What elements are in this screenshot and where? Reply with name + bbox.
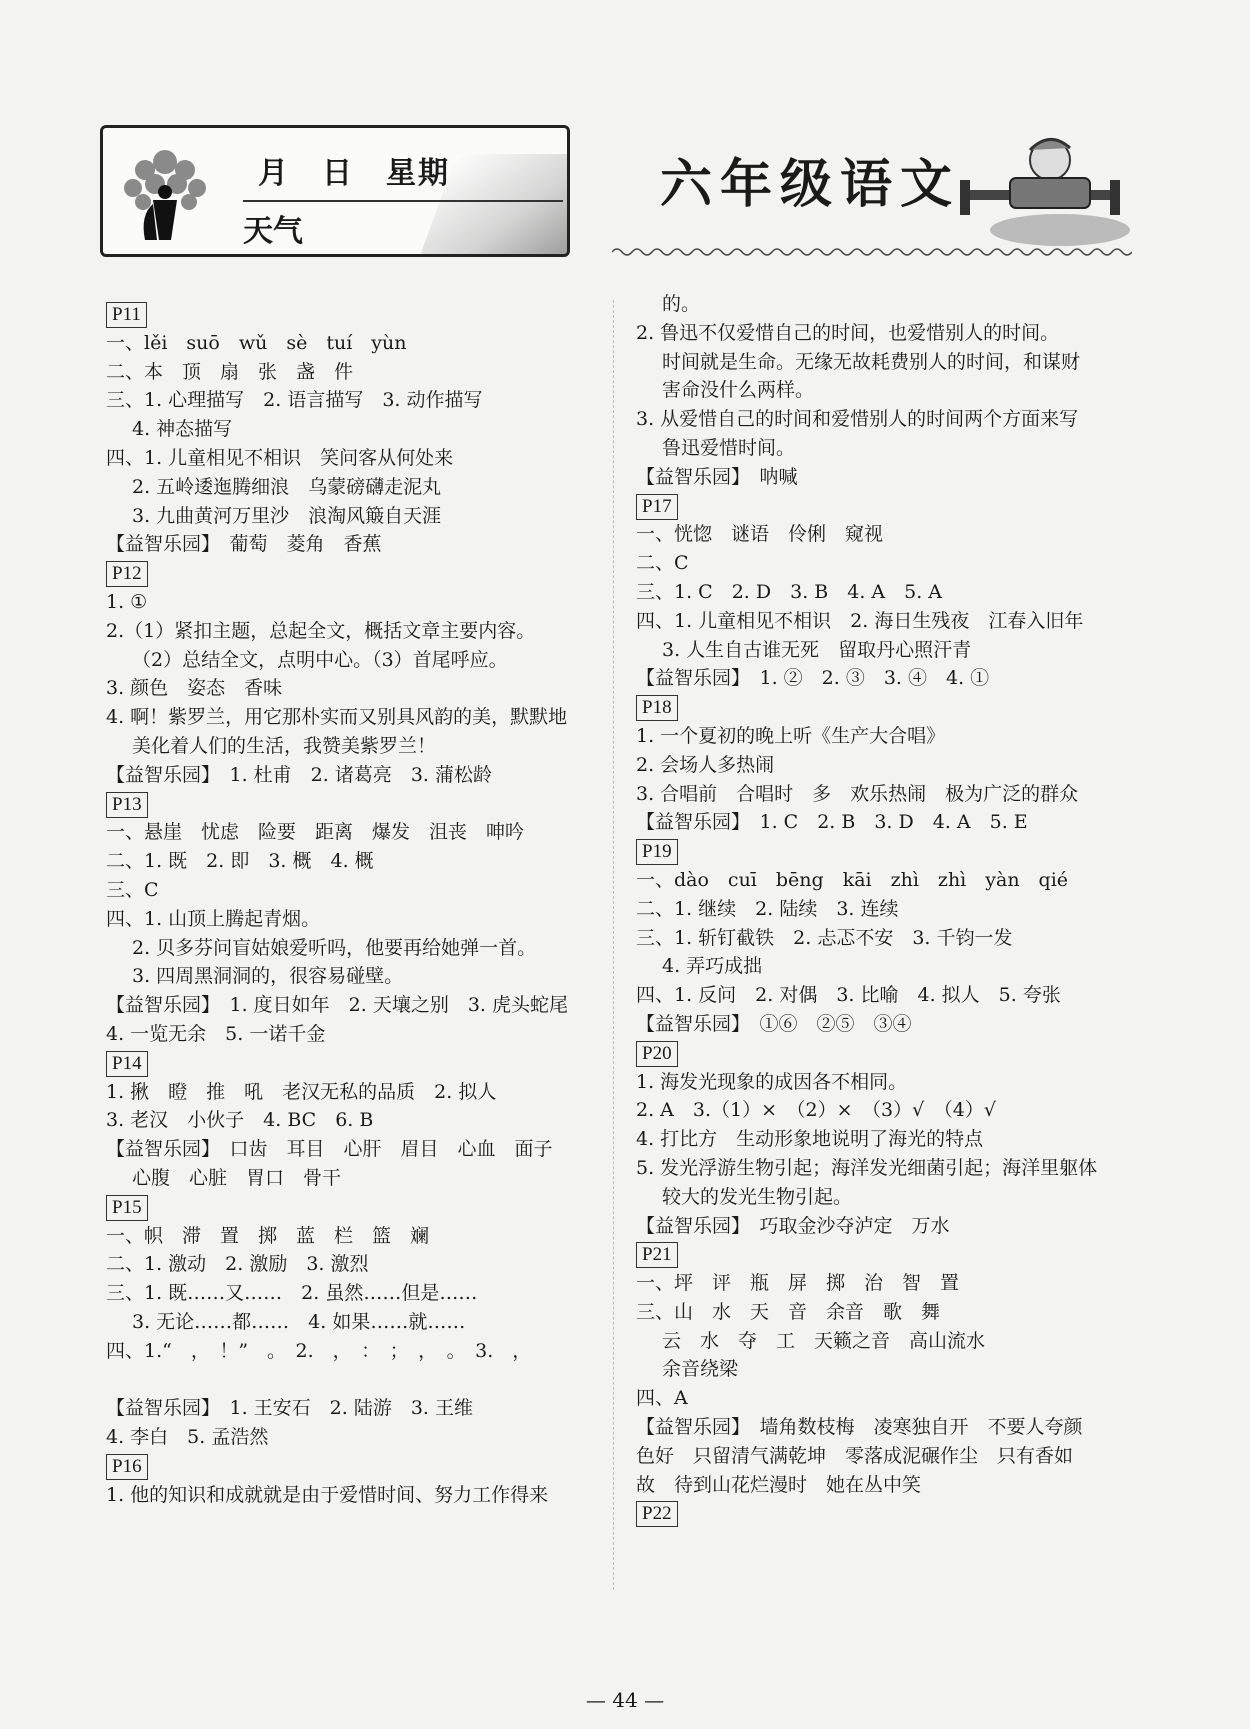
page-number: — 44 —: [585, 1688, 665, 1712]
answer-line: 四、1. 反问 2. 对偶 3. 比喻 4. 拟人 5. 夸张: [636, 984, 1061, 1007]
answer-line: 【益智乐园】 葡萄 菱角 香蕉: [106, 533, 382, 556]
page-ref-box: P13: [106, 792, 148, 818]
column-divider: [613, 300, 614, 1590]
answer-line: 的。: [662, 293, 701, 315]
left-column: [106, 300, 606, 1509]
page-ref-box: P14: [106, 1051, 148, 1077]
answer-line: 3. 人生自古谁无死 留取丹心照汗青: [662, 638, 972, 661]
answer-line: 【益智乐园】 1. ② 2. ③ 3. ④ 4. ①: [636, 667, 990, 690]
answer-line: 较大的发光生物引起。: [662, 1185, 853, 1208]
answer-line: 鲁迅爱惜时间。: [662, 436, 796, 459]
answer-line: 4. 打比方 生动形象地说明了海光的特点: [636, 1128, 984, 1151]
wave-border: [612, 246, 1132, 258]
answer-line: 4. 一览无余 5. 一诺千金: [106, 1022, 326, 1045]
answer-line: 一、dào cuī bēng kāi zhì zhì yàn qié: [636, 868, 1069, 891]
answer-line: 2. 贝多芬问盲姑娘爱听吗，他要再给她弹一首。: [132, 936, 537, 959]
answer-line: 【益智乐园】 口齿 耳目 心肝 眉目 心血 面子: [106, 1138, 553, 1161]
answer-line: 三、1. C 2. D 3. B 4. A 5. A: [636, 580, 943, 603]
answer-line: 故 待到山花烂漫时 她在丛中笑: [636, 1473, 922, 1496]
answer-line: 三、C: [106, 878, 159, 901]
section-marker: [636, 693, 1136, 722]
answer-line: 一、恍惚 谜语 伶俐 窥视: [636, 523, 884, 546]
answer-line: 三、1. 既……又…… 2. 虽然……但是……: [106, 1282, 478, 1305]
answer-line: 云 水 夺 工 天籁之音 高山流水: [662, 1329, 986, 1352]
section-marker: [106, 1193, 606, 1222]
answer-line: 1. ①: [106, 590, 148, 613]
answer-line: 二、C: [636, 552, 689, 575]
page-ref-box: P11: [106, 302, 147, 328]
answer-line: 【益智乐园】 ①⑥ ②⑤ ③④: [636, 1012, 912, 1035]
answer-line: 三、1. 斩钉截铁 2. 忐忑不安 3. 千钧一发: [636, 926, 1013, 949]
section-marker: [106, 790, 606, 819]
answer-line: 4. 神态描写: [132, 418, 233, 441]
answer-line: 二、1. 既 2. 即 3. 概 4. 概: [106, 850, 374, 873]
answer-line: [106, 1365, 606, 1394]
answer-line: 3. 颜色 姿态 香味: [106, 677, 283, 700]
answer-line: 4. 弄巧成拙: [662, 955, 763, 978]
right-column: [636, 290, 1136, 1528]
answer-line: 一、坪 评 瓶 屏 掷 治 智 置: [636, 1272, 960, 1295]
answer-line: 3. 无论……都…… 4. 如果……就……: [132, 1310, 466, 1333]
answer-line: 【益智乐园】 1. 王安石 2. 陆游 3. 王维: [106, 1397, 474, 1420]
answer-line: 3. 四周黑洞洞的，很容易碰壁。: [132, 965, 404, 988]
answer-line: 3. 九曲黄河万里沙 浪淘风簸自天涯: [132, 504, 442, 527]
section-marker: [106, 300, 606, 329]
date-weather-box: [100, 125, 570, 257]
section-marker: [636, 492, 1136, 521]
page-ref-box: P21: [636, 1242, 678, 1268]
answer-line: 4. 啊！紫罗兰，用它那朴实而又别具风韵的美，默默地: [106, 706, 568, 729]
answer-line: 1. 揪 瞪 推 吼 老汉无私的品质 2. 拟人: [106, 1080, 497, 1103]
section-marker: [636, 1039, 1136, 1068]
answer-line: 1. 海发光现象的成因各不相同。: [636, 1070, 908, 1093]
date-label: 月 日 星期: [258, 156, 450, 191]
answer-line: 美化着人们的生活，我赞美紫罗兰！: [132, 734, 437, 757]
page-ref-box: P20: [636, 1041, 678, 1067]
answer-line: 5. 发光浮游生物引起；海洋发光细菌引起；海洋里躯体: [636, 1156, 1098, 1179]
answer-line: 二、1. 激动 2. 激励 3. 激烈: [106, 1253, 369, 1276]
weather-label: 天气: [243, 214, 303, 249]
answer-line: 一、lěi suō wǔ sè tuí yùn: [106, 331, 407, 354]
answer-line: 二、1. 继续 2. 陆续 3. 连续: [636, 897, 899, 920]
kid-airplane-illustration-icon: [950, 130, 1130, 250]
answer-line: 1. 一个夏初的晚上听《生产大合唱》: [636, 724, 946, 747]
section-marker: [106, 1452, 606, 1481]
page-ref-box: P19: [636, 839, 678, 865]
page-ref-box: P17: [636, 494, 678, 520]
answer-line: 一、悬崖 忧虑 险要 距离 爆发 沮丧 呻吟: [106, 821, 525, 844]
answer-line: 三、1. 心理描写 2. 语言描写 3. 动作描写: [106, 389, 483, 412]
page-ref-box: P15: [106, 1195, 148, 1221]
section-marker: [636, 837, 1136, 866]
answer-line: 时间就是生命。无缘无故耗费别人的时间，和谋财: [662, 350, 1081, 373]
answer-line: 【益智乐园】 墙角数枝梅 凌寒独自开 不要人夸颜: [636, 1416, 1083, 1439]
answer-line: 四、1. 儿童相见不相识 2. 海日生残夜 江春入旧年: [636, 609, 1084, 632]
answer-line: 一、帜 滞 置 掷 蓝 栏 篮 斓: [106, 1224, 430, 1247]
answer-line: 余音绕梁: [662, 1358, 739, 1381]
section-marker: [636, 1499, 1136, 1528]
answer-line: 2. 鲁迅不仅爱惜自己的时间，也爱惜别人的时间。: [636, 321, 1060, 344]
section-marker: [106, 559, 606, 588]
answer-line: 2.（1）紧扣主题，总起全文，概括文章主要内容。: [106, 619, 536, 642]
page-ref-box: P22: [636, 1501, 678, 1527]
answer-line: 害命没什么两样。: [662, 379, 815, 402]
answer-line: 四、1. 山顶上腾起青烟。: [106, 907, 321, 930]
answer-line: 四、1.“ ， ！” 。 2. ， ： ； ， 。 3. ，: [106, 1339, 532, 1362]
answer-line: 3. 合唱前 合唱时 多 欢乐热闹 极为广泛的群众: [636, 782, 1079, 805]
section-marker: [106, 1049, 606, 1078]
answer-line: （2）总结全文，点明中心。（3）首尾呼应。: [132, 648, 508, 671]
answer-line: 【益智乐园】 1. 度日如年 2. 天壤之别 3. 虎头蛇尾: [106, 994, 569, 1017]
answer-line: 3. 从爱惜自己的时间和爱惜别人的时间两个方面来写: [636, 408, 1079, 431]
section-marker: [636, 1240, 1136, 1269]
page-ref-box: P18: [636, 695, 678, 721]
answer-line: 三、山 水 天 音 余音 歌 舞: [636, 1300, 941, 1323]
answer-line: 【益智乐园】 巧取金沙夺泸定 万水: [636, 1214, 950, 1237]
answer-line: 3. 老汉 小伙子 4. BC 6. B: [106, 1109, 374, 1132]
answer-line: 2. 五岭逶迤腾细浪 乌蒙磅礴走泥丸: [132, 475, 442, 498]
answer-line: 二、本 顶 扇 张 盏 件: [106, 360, 354, 383]
header-divider: [243, 200, 563, 202]
answer-line: 4. 李白 5. 孟浩然: [106, 1426, 269, 1449]
page-title: 六年级语文: [660, 154, 961, 215]
answer-line: 2. 会场人多热闹: [636, 753, 775, 776]
answer-line: 【益智乐园】 1. 杜甫 2. 诸葛亮 3. 蒲松龄: [106, 763, 493, 786]
page-ref-box: P16: [106, 1454, 148, 1480]
answer-line: 四、1. 儿童相见不相识 笑问客从何处来: [106, 446, 454, 469]
answer-line: 2. A 3.（1）× （2）× （3）√ （4）√: [636, 1099, 996, 1122]
answer-line: 【益智乐园】 1. C 2. B 3. D 4. A 5. E: [636, 811, 1028, 834]
answer-line: 心腹 心脏 胃口 骨干: [132, 1166, 342, 1189]
answer-line: 【益智乐园】 呐喊: [636, 465, 798, 488]
answer-line: 四、A: [636, 1387, 688, 1410]
answer-line: 色好 只留清气满乾坤 零落成泥碾作尘 只有香如: [636, 1444, 1074, 1467]
answer-line: 1. 他的知识和成就就是由于爱惜时间、努力工作得来: [106, 1483, 549, 1506]
page-ref-box: P12: [106, 561, 148, 587]
tree-logo-icon: [115, 140, 215, 250]
